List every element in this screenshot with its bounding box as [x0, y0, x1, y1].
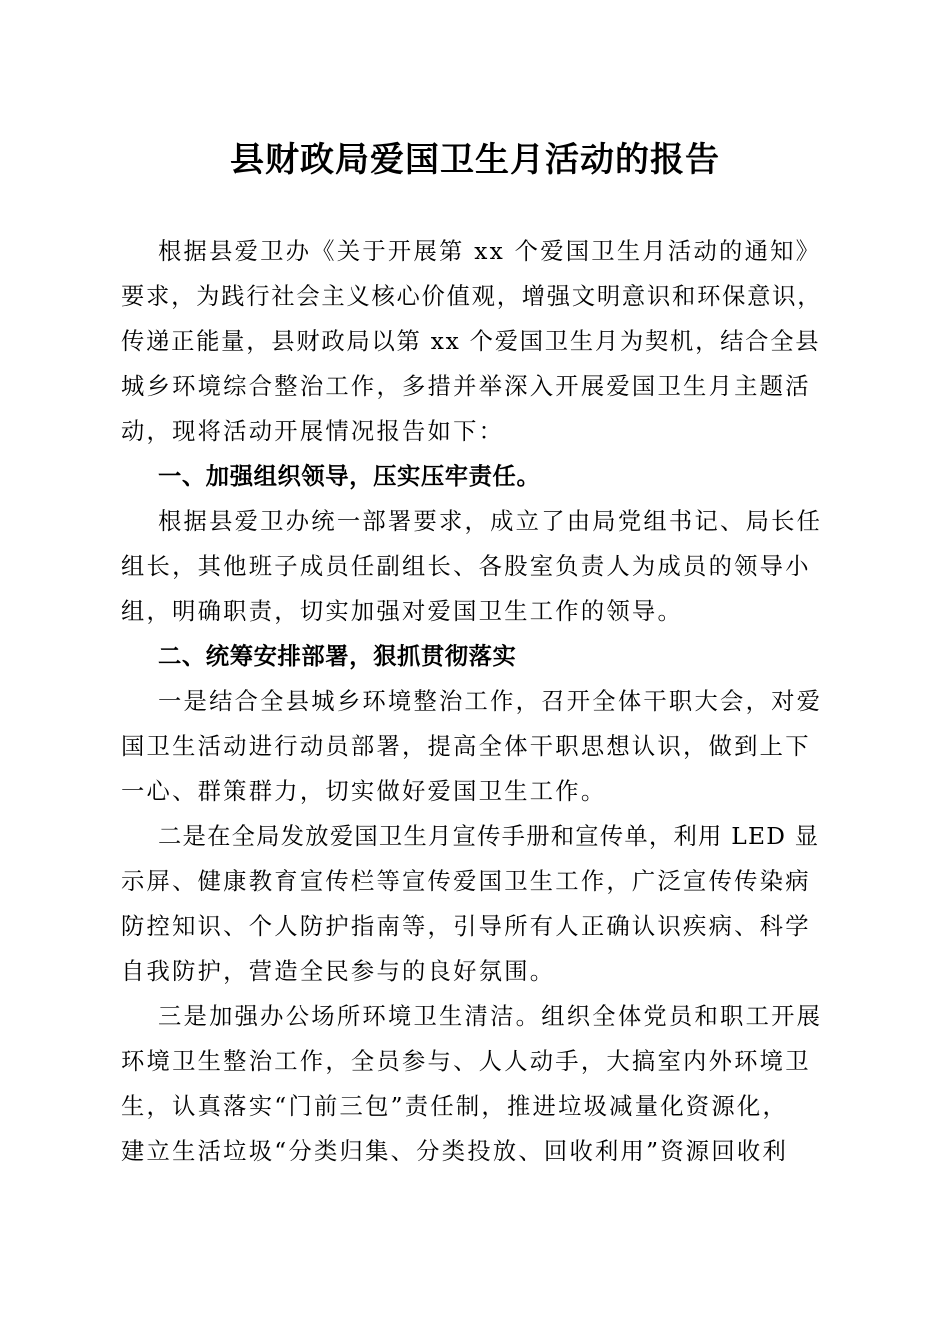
body-line: 传递正能量，县财政局以第 xx 个爱国卫生月为契机，结合全县	[121, 328, 821, 355]
body-line: 建立生活垃圾“分类归集、分类投放、回收利用”资源回收利	[121, 1138, 788, 1165]
body-line: 根据县爱卫办《关于开展第 xx 个爱国卫生月活动的通知》	[158, 238, 822, 265]
body-line: 环境卫生整治工作，全员参与、人人动手，大搞室内外环境卫	[121, 1048, 811, 1075]
body-line: 二是在全局发放爱国卫生月宣传手册和宣传单，利用 LED 显	[158, 823, 820, 850]
body-line: 自我防护，营造全民参与的良好氛围。	[121, 958, 556, 985]
body-line: 组长，其他班子成员任副组长、各股室负责人为成员的领导小	[121, 553, 811, 580]
body-line: 城乡环境综合整治工作，多措并举深入开展爱国卫生月主题活	[121, 373, 811, 400]
body-line: 示屏、健康教育宣传栏等宣传爱国卫生工作，广泛宣传传染病	[121, 868, 811, 895]
body-line: 三是加强办公场所环境卫生清洁。组织全体党员和职工开展	[158, 1003, 823, 1030]
body-line: 生，认真落实“门前三包”责任制，推进垃圾减量化资源化，	[121, 1093, 788, 1120]
body-line: 一是结合全县城乡环境整治工作，召开全体干职大会，对爱	[158, 688, 823, 715]
section-heading: 二、统筹安排部署，狠抓贯彻落实	[158, 643, 517, 670]
document-title: 县财政局爱国卫生月活动的报告	[230, 140, 720, 180]
body-line: 要求，为践行社会主义核心价值观，增强文明意识和环保意识，	[121, 283, 823, 310]
body-line: 国卫生活动进行动员部署，提高全体干职思想认识，做到上下	[121, 733, 811, 760]
body-line: 一心、群策群力，切实做好爱国卫生工作。	[121, 778, 607, 805]
body-line: 防控知识、个人防护指南等，引导所有人正确认识疾病、科学	[121, 913, 811, 940]
body-line: 组，明确职责，切实加强对爱国卫生工作的领导。	[121, 598, 684, 625]
body-line: 根据县爱卫办统一部署要求，成立了由局党组书记、局长任	[158, 508, 823, 535]
section-heading: 一、加强组织领导，压实压牢责任。	[158, 463, 541, 490]
body-line: 动，现将活动开展情况报告如下：	[121, 418, 505, 445]
